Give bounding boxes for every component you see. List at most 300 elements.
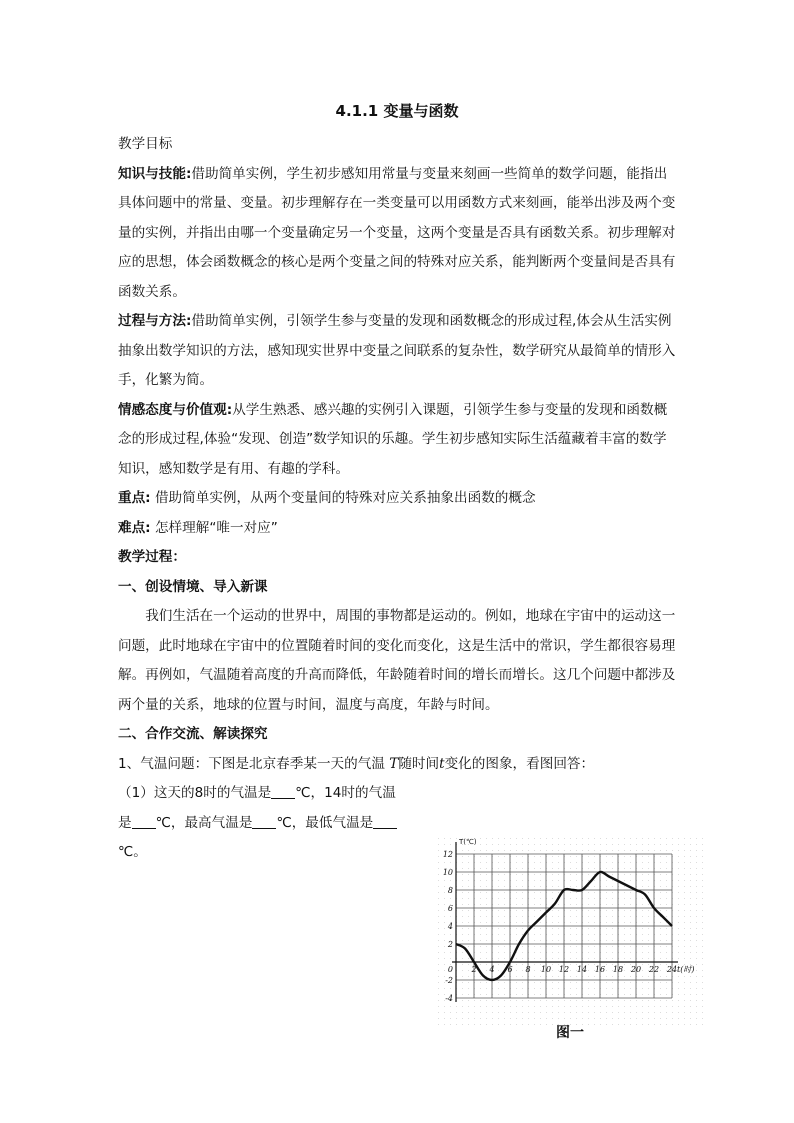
question1-text-b: 随时间: [398, 755, 440, 772]
background-dot: [582, 1012, 583, 1013]
background-dot: [564, 1018, 565, 1019]
background-dot: [540, 922, 541, 923]
background-dot: [552, 862, 553, 863]
background-dot: [696, 982, 697, 983]
background-dot: [642, 934, 643, 935]
background-dot: [450, 958, 451, 959]
background-dot: [624, 862, 625, 863]
background-dot: [504, 850, 505, 851]
background-dot: [660, 868, 661, 869]
background-dot: [480, 976, 481, 977]
background-dot: [570, 898, 571, 899]
background-dot: [690, 946, 691, 947]
background-dot: [552, 928, 553, 929]
background-dot: [498, 886, 499, 887]
x-tick-label: 24: [666, 965, 678, 974]
goals-heading: 教学目标: [118, 136, 173, 152]
background-dot: [612, 976, 613, 977]
background-dot: [594, 958, 595, 959]
background-dot: [666, 952, 667, 953]
background-dot: [624, 958, 625, 959]
background-dot: [684, 946, 685, 947]
background-dot: [684, 1006, 685, 1007]
background-dot: [540, 1000, 541, 1001]
background-dot: [702, 850, 703, 851]
background-dot: [438, 868, 439, 869]
background-dot: [594, 856, 595, 857]
background-dot: [666, 880, 667, 881]
background-dot: [696, 958, 697, 959]
background-dot: [444, 898, 445, 899]
document-body: [118, 130, 678, 868]
background-dot: [690, 898, 691, 899]
background-dot: [624, 982, 625, 983]
background-dot: [642, 946, 643, 947]
background-dot: [492, 1018, 493, 1019]
background-dot: [690, 886, 691, 887]
background-dot: [612, 922, 613, 923]
background-dot: [624, 898, 625, 899]
background-dot: [552, 874, 553, 875]
background-dot: [498, 916, 499, 917]
background-dot: [594, 880, 595, 881]
background-dot: [642, 940, 643, 941]
background-dot: [438, 898, 439, 899]
background-dot: [468, 1000, 469, 1001]
background-dot: [690, 1000, 691, 1001]
background-dot: [486, 886, 487, 887]
background-dot: [630, 1006, 631, 1007]
background-dot: [612, 916, 613, 917]
background-dot: [666, 1006, 667, 1007]
background-dot: [528, 1006, 529, 1007]
background-dot: [498, 934, 499, 935]
figure-caption: 图一: [556, 1025, 584, 1041]
background-dot: [630, 922, 631, 923]
background-dot: [648, 1006, 649, 1007]
background-dot: [660, 988, 661, 989]
background-dot: [486, 1006, 487, 1007]
background-dot: [444, 1012, 445, 1013]
background-dot: [552, 1012, 553, 1013]
answer-blank-8h[interactable]: [271, 784, 295, 799]
background-dot: [468, 898, 469, 899]
background-dot: [624, 916, 625, 917]
background-dot: [546, 838, 547, 839]
background-dot: [516, 892, 517, 893]
background-dot: [522, 916, 523, 917]
background-dot: [510, 838, 511, 839]
background-dot: [504, 946, 505, 947]
background-dot: [648, 856, 649, 857]
background-dot: [612, 1006, 613, 1007]
background-dot: [624, 1000, 625, 1001]
background-dot: [552, 934, 553, 935]
background-dot: [438, 1000, 439, 1001]
background-dot: [678, 1012, 679, 1013]
background-dot: [624, 856, 625, 857]
background-dot: [576, 850, 577, 851]
background-dot: [516, 958, 517, 959]
background-dot: [630, 916, 631, 917]
background-dot: [504, 1006, 505, 1007]
background-dot: [570, 1000, 571, 1001]
y-tick-label: 8: [447, 886, 453, 895]
background-dot: [540, 892, 541, 893]
background-dot: [540, 1012, 541, 1013]
background-dot: [564, 850, 565, 851]
background-dot: [516, 940, 517, 941]
background-dot: [654, 844, 655, 845]
y-tick-label: 4: [447, 922, 453, 931]
background-dot: [504, 844, 505, 845]
background-dot: [462, 928, 463, 929]
background-dot: [624, 868, 625, 869]
background-dot: [654, 1018, 655, 1019]
background-dot: [594, 1018, 595, 1019]
background-dot: [528, 1012, 529, 1013]
background-dot: [660, 994, 661, 995]
background-dot: [480, 934, 481, 935]
background-dot: [558, 850, 559, 851]
background-dot: [540, 976, 541, 977]
background-dot: [666, 946, 667, 947]
background-dot: [528, 850, 529, 851]
background-dot: [642, 910, 643, 911]
background-dot: [576, 1006, 577, 1007]
background-dot: [540, 850, 541, 851]
background-dot: [534, 958, 535, 959]
background-dot: [516, 862, 517, 863]
background-dot: [690, 1018, 691, 1019]
background-dot: [498, 964, 499, 965]
background-dot: [438, 892, 439, 893]
background-dot: [522, 1012, 523, 1013]
background-dot: [552, 916, 553, 917]
background-dot: [606, 952, 607, 953]
background-dot: [504, 880, 505, 881]
background-dot: [480, 940, 481, 941]
background-dot: [534, 856, 535, 857]
background-dot: [486, 904, 487, 905]
sub1-text-end: 。: [133, 844, 147, 860]
background-dot: [612, 850, 613, 851]
background-dot: [702, 916, 703, 917]
background-dot: [678, 874, 679, 875]
background-dot: [438, 862, 439, 863]
background-dot: [630, 898, 631, 899]
background-dot: [552, 922, 553, 923]
background-dot: [558, 958, 559, 959]
background-dot: [696, 844, 697, 845]
background-dot: [504, 1000, 505, 1001]
background-dot: [570, 862, 571, 863]
background-dot: [666, 898, 667, 899]
background-dot: [552, 856, 553, 857]
background-dot: [486, 1018, 487, 1019]
background-dot: [678, 952, 679, 953]
background-dot: [516, 838, 517, 839]
background-dot: [468, 922, 469, 923]
background-dot: [678, 946, 679, 947]
background-dot: [618, 1000, 619, 1001]
background-dot: [516, 844, 517, 845]
background-dot: [438, 952, 439, 953]
background-dot: [468, 928, 469, 929]
background-dot: [576, 844, 577, 845]
background-dot: [498, 898, 499, 899]
background-dot: [468, 940, 469, 941]
background-dot: [678, 1006, 679, 1007]
background-dot: [540, 1006, 541, 1007]
background-dot: [534, 868, 535, 869]
background-dot: [558, 838, 559, 839]
background-dot: [678, 988, 679, 989]
background-dot: [498, 838, 499, 839]
background-dot: [486, 892, 487, 893]
background-dot: [468, 970, 469, 971]
background-dot: [498, 1006, 499, 1007]
process-label: 过程与方法:: [118, 313, 192, 329]
background-dot: [594, 844, 595, 845]
background-dot: [558, 862, 559, 863]
background-dot: [678, 934, 679, 935]
difficulty-paragraph: [118, 514, 678, 544]
background-dot: [702, 976, 703, 977]
background-dot: [570, 856, 571, 857]
background-dot: [630, 850, 631, 851]
background-dot: [702, 880, 703, 881]
background-dot: [576, 958, 577, 959]
background-dot: [582, 844, 583, 845]
background-dot: [624, 880, 625, 881]
background-dot: [468, 880, 469, 881]
background-dot: [504, 976, 505, 977]
background-dot: [498, 940, 499, 941]
sub1-text-c: 是: [118, 814, 132, 831]
background-dot: [702, 874, 703, 875]
background-dot: [660, 898, 661, 899]
background-dot: [498, 874, 499, 875]
background-dot: [534, 838, 535, 839]
background-dot: [630, 928, 631, 929]
background-dot: [462, 988, 463, 989]
background-dot: [690, 928, 691, 929]
background-dot: [522, 862, 523, 863]
temperature-chart-svg: [436, 836, 704, 1026]
background-dot: [558, 892, 559, 893]
background-dot: [690, 958, 691, 959]
background-dot: [498, 1018, 499, 1019]
background-dot: [678, 928, 679, 929]
temperature-chart: [436, 836, 704, 1026]
question1: [118, 750, 678, 780]
background-dot: [480, 964, 481, 965]
background-dot: [606, 958, 607, 959]
background-dot: [474, 1012, 475, 1013]
background-dot: [654, 1012, 655, 1013]
background-dot: [558, 934, 559, 935]
background-dot: [684, 910, 685, 911]
background-dot: [648, 946, 649, 947]
background-dot: [522, 964, 523, 965]
background-dot: [570, 904, 571, 905]
background-dot: [684, 928, 685, 929]
answer-blank-max[interactable]: [252, 814, 276, 829]
background-dot: [438, 994, 439, 995]
background-dot: [450, 916, 451, 917]
background-dot: [522, 976, 523, 977]
background-dot: [498, 910, 499, 911]
background-dot: [630, 862, 631, 863]
background-dot: [486, 964, 487, 965]
background-dot: [462, 850, 463, 851]
background-dot: [594, 886, 595, 887]
background-dot: [510, 850, 511, 851]
section1-text: 我们生活在一个运动的世界中，周围的事物都是运动的。例如，地球在宇宙中的运动这一问题，此时地球在宇宙中的位置随着时间的变化而变化，这是生活中的常识，学生都很容易理解。再例如，气温随着高度的升高而降低，年龄随着时间的增长而增长。这几个问题中都涉及两个量的关系，地球的位置与时间，温度与高度，年龄与时间。: [118, 608, 676, 713]
background-dot: [516, 904, 517, 905]
background-dot: [540, 958, 541, 959]
x-tick-label: 4: [489, 965, 495, 974]
background-dot: [672, 1000, 673, 1001]
background-dot: [546, 850, 547, 851]
background-dot: [702, 982, 703, 983]
background-dot: [606, 1000, 607, 1001]
background-dot: [624, 934, 625, 935]
background-dot: [492, 838, 493, 839]
background-dot: [702, 994, 703, 995]
background-dot: [660, 1012, 661, 1013]
background-dot: [612, 844, 613, 845]
background-dot: [606, 1012, 607, 1013]
background-dot: [486, 982, 487, 983]
background-dot: [444, 892, 445, 893]
background-dot: [630, 856, 631, 857]
background-dot: [576, 904, 577, 905]
background-dot: [552, 1018, 553, 1019]
background-dot: [516, 976, 517, 977]
background-dot: [666, 1012, 667, 1013]
background-dot: [468, 934, 469, 935]
background-dot: [696, 952, 697, 953]
background-dot: [570, 886, 571, 887]
background-dot: [438, 940, 439, 941]
background-dot: [558, 982, 559, 983]
y-tick-label: 2: [447, 940, 453, 949]
background-dot: [462, 940, 463, 941]
background-dot: [570, 988, 571, 989]
background-dot: [552, 994, 553, 995]
background-dot: [618, 1006, 619, 1007]
background-dot: [576, 916, 577, 917]
background-dot: [558, 1006, 559, 1007]
background-dot: [444, 886, 445, 887]
background-dot: [534, 862, 535, 863]
knowledge-label: 知识与技能:: [118, 165, 192, 182]
background-dot: [462, 910, 463, 911]
background-dot: [612, 1018, 613, 1019]
background-dot: [666, 988, 667, 989]
background-dot: [702, 970, 703, 971]
background-dot: [660, 910, 661, 911]
background-dot: [558, 988, 559, 989]
background-dot: [552, 982, 553, 983]
emotion-paragraph: [118, 396, 678, 485]
background-dot: [666, 862, 667, 863]
background-dot: [618, 1012, 619, 1013]
background-dot: [438, 1018, 439, 1019]
background-dot: [522, 880, 523, 881]
background-dot: [678, 958, 679, 959]
difficulty-label: 难点:: [118, 519, 151, 536]
background-dot: [606, 970, 607, 971]
background-dot: [450, 838, 451, 839]
background-dot: [486, 922, 487, 923]
background-dot: [474, 1000, 475, 1001]
background-dot: [606, 934, 607, 935]
background-dot: [660, 844, 661, 845]
background-dot: [570, 1018, 571, 1019]
background-dot: [516, 1012, 517, 1013]
background-dot: [504, 1012, 505, 1013]
answer-blank-min[interactable]: [373, 814, 397, 829]
background-dot: [690, 838, 691, 839]
background-dot: [678, 850, 679, 851]
background-dot: [624, 850, 625, 851]
background-dot: [558, 910, 559, 911]
background-dot: [648, 844, 649, 845]
background-dot: [624, 1006, 625, 1007]
background-dot: [594, 940, 595, 941]
background-dot: [684, 940, 685, 941]
background-dot: [606, 982, 607, 983]
background-dot: [678, 862, 679, 863]
background-dot: [480, 904, 481, 905]
background-dot: [630, 868, 631, 869]
background-dot: [504, 898, 505, 899]
answer-blank-14h[interactable]: [132, 814, 156, 829]
background-dot: [462, 856, 463, 857]
background-dot: [540, 898, 541, 899]
background-dot: [600, 838, 601, 839]
background-dot: [642, 1006, 643, 1007]
background-dot: [516, 928, 517, 929]
background-dot: [696, 940, 697, 941]
background-dot: [462, 898, 463, 899]
background-dot: [594, 850, 595, 851]
process-paragraph: [118, 307, 678, 396]
background-dot: [690, 868, 691, 869]
background-dot: [666, 856, 667, 857]
background-dot: [588, 928, 589, 929]
background-dot: [660, 1018, 661, 1019]
background-dot: [480, 928, 481, 929]
background-dot: [594, 994, 595, 995]
background-dot: [630, 838, 631, 839]
background-dot: [684, 1018, 685, 1019]
background-dot: [702, 934, 703, 935]
background-dot: [534, 880, 535, 881]
background-dot: [558, 886, 559, 887]
unit-celsius: ℃: [118, 844, 134, 860]
background-dot: [468, 946, 469, 947]
background-dot: [684, 934, 685, 935]
background-dot: [702, 862, 703, 863]
background-dot: [702, 922, 703, 923]
background-dot: [486, 844, 487, 845]
x-tick-label: 22: [648, 965, 660, 974]
background-dot: [690, 976, 691, 977]
